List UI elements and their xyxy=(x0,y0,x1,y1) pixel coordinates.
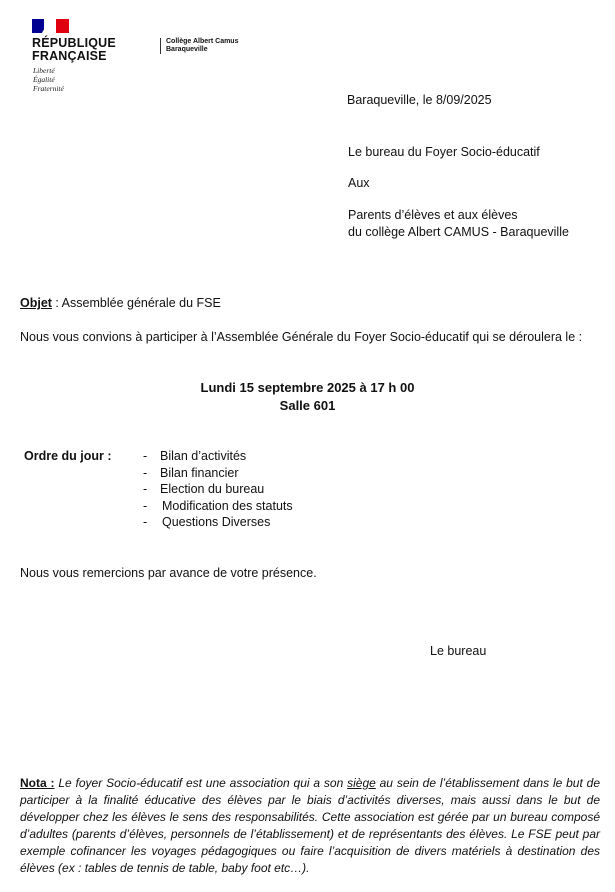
motto-egalite: Égalité xyxy=(33,75,55,84)
agenda-item: - Questions Diverses xyxy=(143,515,271,530)
event-date: Lundi 15 septembre 2025 à 17 h 00 xyxy=(200,380,415,395)
object-label: Objet xyxy=(20,296,52,310)
date-line: Baraqueville, le 8/09/2025 xyxy=(347,93,492,107)
object-text: : Assemblée générale du FSE xyxy=(51,296,221,310)
marianne-flag-icon xyxy=(32,19,69,33)
agenda-item: - Election du bureau xyxy=(143,482,265,497)
agenda-item: - Bilan d’activités xyxy=(143,449,247,463)
recipient-line2: du collège Albert CAMUS - Baraqueville xyxy=(348,225,569,239)
republique-line1: RÉPUBLIQUE xyxy=(32,36,116,50)
college-city: Baraqueville xyxy=(166,46,208,53)
nota-label: Nota : xyxy=(20,776,55,790)
nota-underlined-word: siège xyxy=(347,776,376,790)
sender-line: Le bureau du Foyer Socio-éducatif xyxy=(348,145,540,159)
motto-fraternite: Fraternité xyxy=(33,84,64,93)
motto-liberte: Liberté xyxy=(33,66,55,75)
nota-paragraph xyxy=(20,775,600,877)
thanks-line: Nous vous remercions par avance de votre présence. xyxy=(20,566,317,580)
agenda-list xyxy=(143,448,293,531)
recipient-line1: Parents d’élèves et aux élèves xyxy=(348,208,518,222)
college-name: Collège Albert Camus xyxy=(166,38,239,45)
intro-paragraph: Nous vous convions à participer à l’Assemblée Générale du Foyer Socio-éducatif qui se déroulera le : xyxy=(20,330,583,344)
event-room: Salle 601 xyxy=(279,398,336,413)
header-separator xyxy=(160,38,161,54)
nota-text-after: au sein de l’établissement dans le but de participer à la finalité éducative des élèves par le biais d’activités diverses, mais aussi dans le but de développer chez les élèves le sens des responsabilités. Cette association est gérée par un bureau composé d’adultes (parents d’élèves, personnels de l’établissement) et de représentants des élèves. Le FSE peut par exemple cofinancer les voyages pédagogiques ou faire l’acquisition de divers matériels à destination des élèves (ex : tables de tennis de table, baby foot etc…). xyxy=(20,776,600,875)
to-line: Aux xyxy=(348,176,370,190)
republique-line2: FRANÇAISE xyxy=(32,49,107,63)
nota-text-before: Le foyer Socio-éducatif est une association qui a son xyxy=(54,776,348,790)
signature: Le bureau xyxy=(430,644,487,658)
agenda-label: Ordre du jour : xyxy=(24,449,112,463)
agenda-item: - Modification des statuts xyxy=(143,498,293,513)
object-line xyxy=(20,295,221,312)
agenda-item: - Bilan financier xyxy=(143,465,239,480)
